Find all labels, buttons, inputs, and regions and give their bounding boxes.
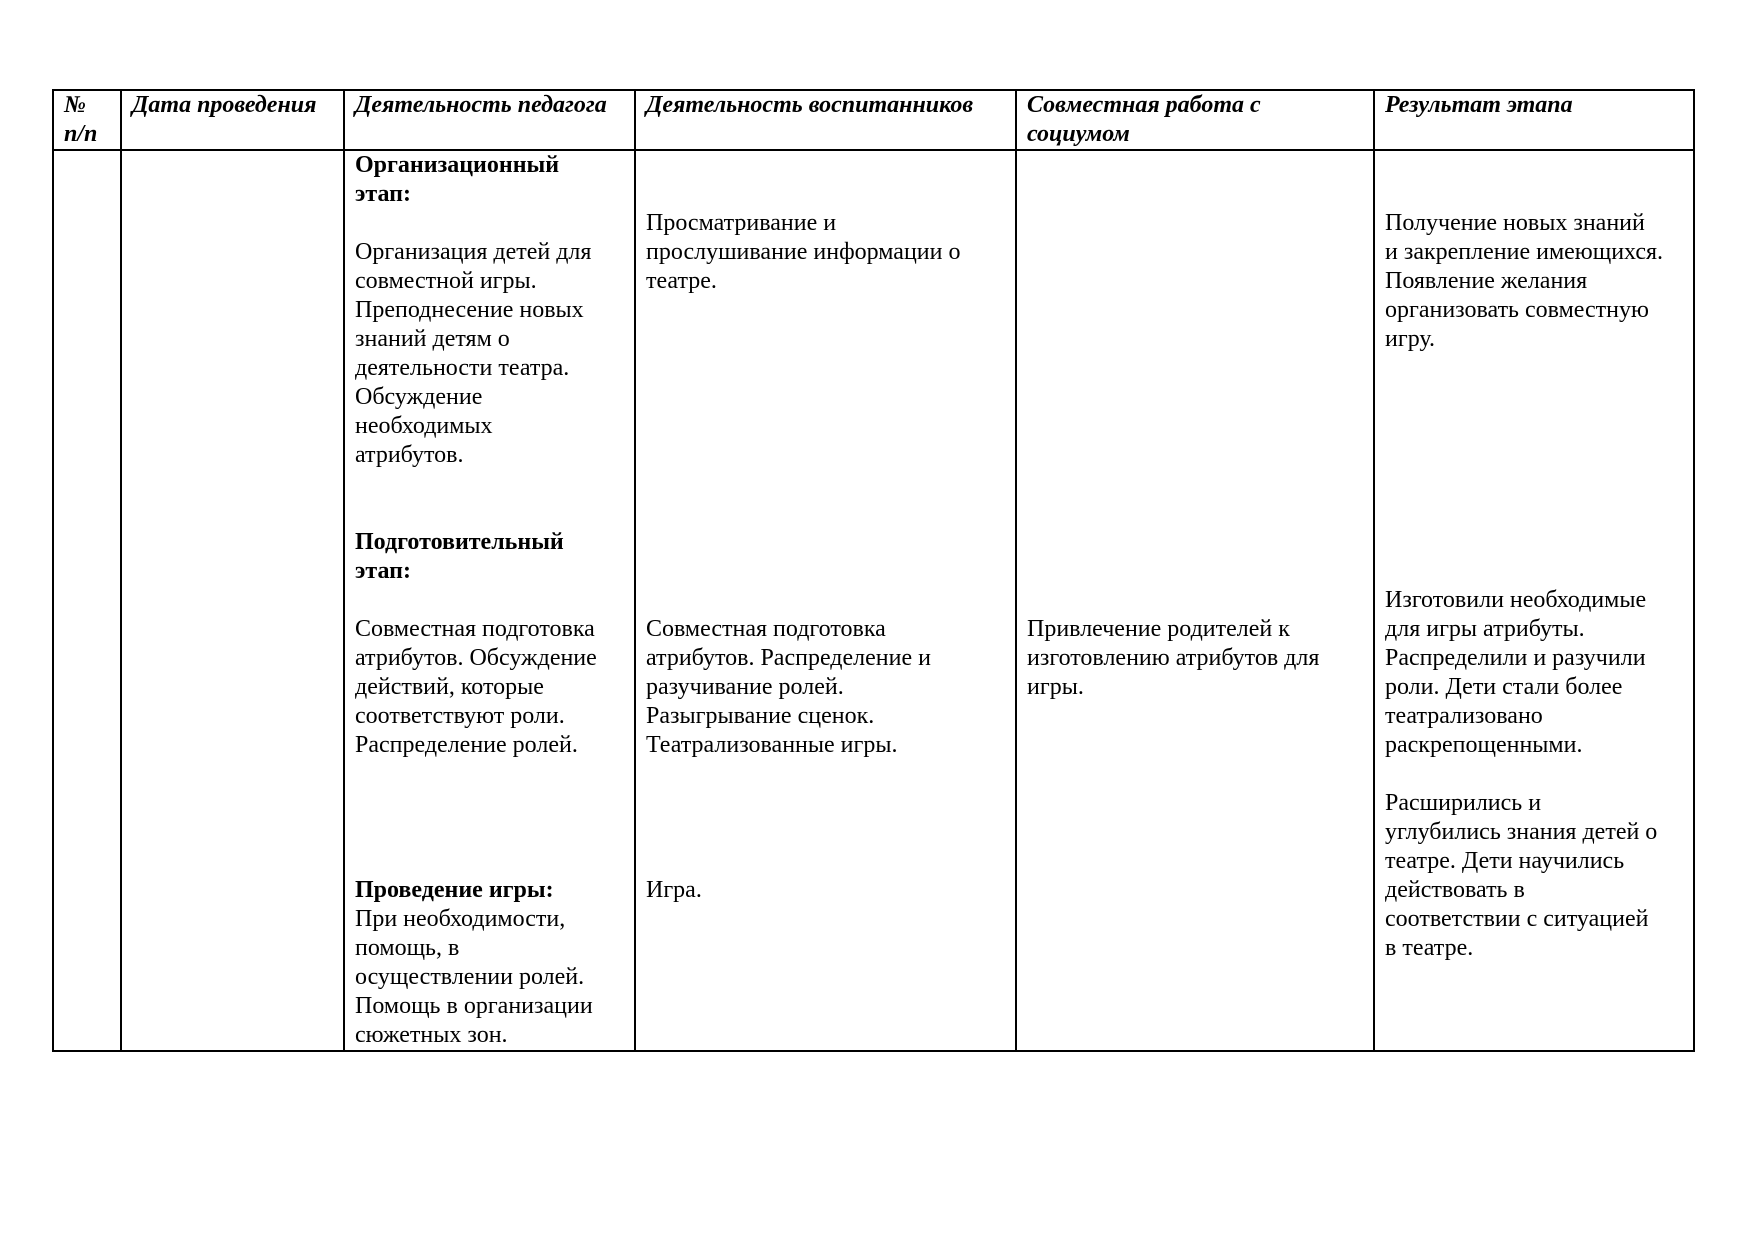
cell-stage-result [1374, 150, 1694, 1051]
game-stage-pupils-text: Игра. [646, 877, 702, 903]
table-header-row [53, 90, 1694, 150]
prep-stage-society-text: Привлечение родителей к изготовлению атрибутов для игры. [1027, 616, 1320, 700]
cell-date [121, 150, 344, 1051]
org-stage-pupils-text: Просматривание и прослушивание информации о театре. [646, 210, 961, 294]
cell-pupils-activity [635, 150, 1016, 1051]
org-stage-title: Организационный этап: [355, 152, 560, 207]
prep-stage-pupils-text: Совместная подготовка атрибутов. Распределение и разучивание ролей. Разыгрывание сценок. Театрализованные игры. [646, 616, 931, 758]
cell-teacher-activity [344, 150, 635, 1051]
game-stage-teacher-text: При необходимости, помощь, в осуществлении ролей. Помощь в организации сюжетных зон. [355, 906, 593, 1048]
cell-society-work [1016, 150, 1374, 1051]
cell-number [53, 150, 121, 1051]
org-stage-result-text: Получение новых знаний и закрепление имеющихся. Появление желания организовать совместную игру. [1385, 210, 1664, 352]
header-stage-result: Результат этапа [1374, 90, 1694, 150]
header-date: Дата проведения [121, 90, 344, 150]
header-pupils-activity: Деятельность воспитанников [635, 90, 1016, 150]
header-teacher-activity: Деятельность педагога [344, 90, 635, 150]
prep-stage-teacher-text: Совместная подготовка атрибутов. Обсуждение действий, которые соответствуют роли. Распределение ролей. [355, 616, 597, 758]
activity-plan-table [52, 89, 1695, 1052]
prep-stage-result-text: Изготовили необходимые для игры атрибуты. Распределили и разучили роли. Дети стали более театрализовано раскрепощенными. [1385, 587, 1647, 758]
prep-stage-title: Подготовительный этап: [355, 529, 564, 584]
game-stage-title: Проведение игры: [355, 877, 554, 903]
header-number: № п/п [53, 90, 121, 150]
org-stage-teacher-text: Организация детей для совместной игры. Преподнесение новых знаний детям о деятельности театра. Обсуждение необходимых атрибутов. [355, 239, 592, 468]
table-row [53, 150, 1694, 1051]
game-stage-result-text: Расширились и углубились знания детей о театре. Дети научились действовать в соответствии с ситуацией в театре. [1385, 790, 1658, 961]
header-society-work: Совместная работа с социумом [1016, 90, 1374, 150]
